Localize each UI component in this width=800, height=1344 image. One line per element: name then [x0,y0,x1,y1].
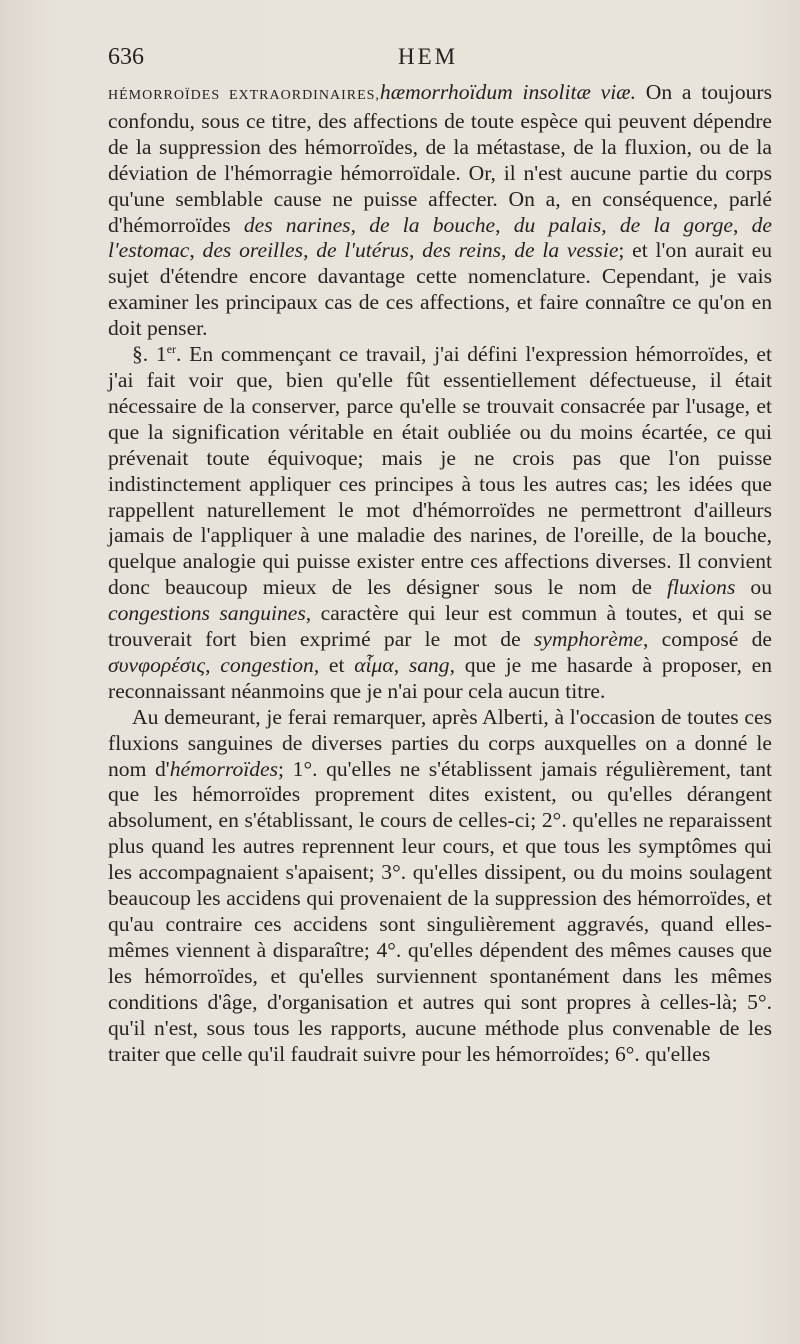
italic-text: sang [408,652,450,677]
text-run: , et [313,652,355,677]
page-number: 636 [108,44,144,70]
text-run: ; 1°. qu'elles ne s'établissent jamais régulièrement, tant que les hémorroïdes proprement dites existent, ou qu'elles dérangent absolument, en s'établissant, le cours de celles-ci; 2°. qu'elles ne reparaissent plus quand les autres reprennent leur cours, et que tous les symptômes qui les accompagnaient s'apaisent; 3°. qu'elles dissipent, ou du moins soulagent beaucoup les accidens qui provenaient de la suppression des hémorroïdes, et qu'au contraire ces accidens sont singulièrement aggravés, quand elles-mêmes viennent à disparaître; 4°. qu'elles dépendent des mêmes causes que les hémorroïdes, et qu'elles surviennent spontanément dans les mêmes conditions d'âge, d'organisation et autres qui sont propres à celles-là; 5°. qu'il n'est, sous tous les rapports, aucune méthode plus convenable de les traiter que celle qu'il faudrait suivre pour les hémorroïdes; 6°. qu'elles [108,756,772,1066]
text-run: , que je me hasarde à proposer, en reconnaissant néanmoins que je n'ai pour cela aucun titre. [108,652,773,703]
body-text [108,80,772,1067]
text-run: Au demeurant, je ferai remarquer, après Alberti, à l'occasion de toutes ces fluxions sanguines de diverses parties du corps auxquelles on a donné le nom d' [108,704,772,781]
italic-text: hémorroïdes [169,756,279,781]
italic-text: de la gorge [619,212,734,237]
text-run: On a toujours confondu, sous ce titre, des affections de toute espèce qui peuvent dépendre de la suppression des hémorroïdes, de la métastase, de la fluxion, ou de la déviation de l'hémorragie hémorroïdale. Or, il n'est aucune partie du corps qu'une semblable cause ne puisse affecter. On a, en conséquence, parlé d'hémorroïdes [108,80,773,237]
italic-text: de l'estomac [108,212,772,263]
entry-title: HÉMORROÏDES EXTRAORDINAIRES, [108,88,380,103]
running-head [108,44,772,80]
paragraph-section-1 [108,342,772,705]
italic-text: fluxions [667,575,736,600]
italic-text: du palais [513,212,602,237]
paragraph-intro [108,80,772,342]
italic-text: συνφορέσις [108,652,206,677]
text-run: , [733,212,752,237]
text-run: , [393,652,409,677]
italic-text: de l'utérus [316,238,409,263]
italic-text: de la vessie [514,238,619,263]
text-run: , [601,212,620,237]
paragraph-remarks [108,705,772,1068]
text-run: , [495,212,514,237]
text-run: , [205,652,221,677]
text-run: ; et l'on aurait eu sujet d'étendre encore davantage cette nomenclature. Cependant, je vais examiner les principaux cas de ces affections, et faire connaître ce qu'on en doit penser. [108,238,773,341]
text-run: , [501,238,515,263]
text-run: , caractère qui leur est commun à toutes, et qui se trouverait fort bien exprimé par le mot de [108,601,773,652]
text-run: , [408,238,423,263]
italic-text: des oreilles [202,238,304,263]
superscript-text: er [166,341,177,356]
italic-text: des reins [422,238,502,263]
text-run: ou [735,575,772,600]
text-run: §. 1 [132,342,167,367]
italic-text: symphorème [533,627,644,652]
text-run: , [189,238,203,263]
entry-title-latin: hæmorrhoïdum insolitæ viæ. [379,80,636,104]
italic-text: congestion [220,652,314,677]
text-run: , [303,238,317,263]
italic-text: de la bouche [369,212,496,237]
text-run: , [350,212,370,237]
italic-text: des narines [243,212,351,237]
text-run: , composé de [643,627,772,652]
running-title: HEM [398,44,459,69]
text-run: . En commençant ce travail, j'ai défini l'expression hémorroïdes, et j'ai fait voir que, bien qu'elle fût essentiellement défectueuse, il était nécessaire de la conserver, parce qu'elle se trouvait consacrée par l'usage, et que la signification véritable en était oubliée ou du moins écartée, ce qui prévenait toute équivoque; mais je ne crois pas que l'on puisse indistinctement appliquer ces principes à tous les autres cas; les idées que rappellent naturellement le mot d'hémorroïdes ne permettront d'ailleurs jamais de l'appliquer à une maladie des narines, de l'oreille, de la bouche, quelque analogie qui puisse exister entre ces affections diverses. Il convient donc beaucoup mieux de les désigner sous le nom de [108,342,772,600]
italic-text: congestions sanguines [108,601,306,626]
italic-text: αἷμα [354,652,394,677]
